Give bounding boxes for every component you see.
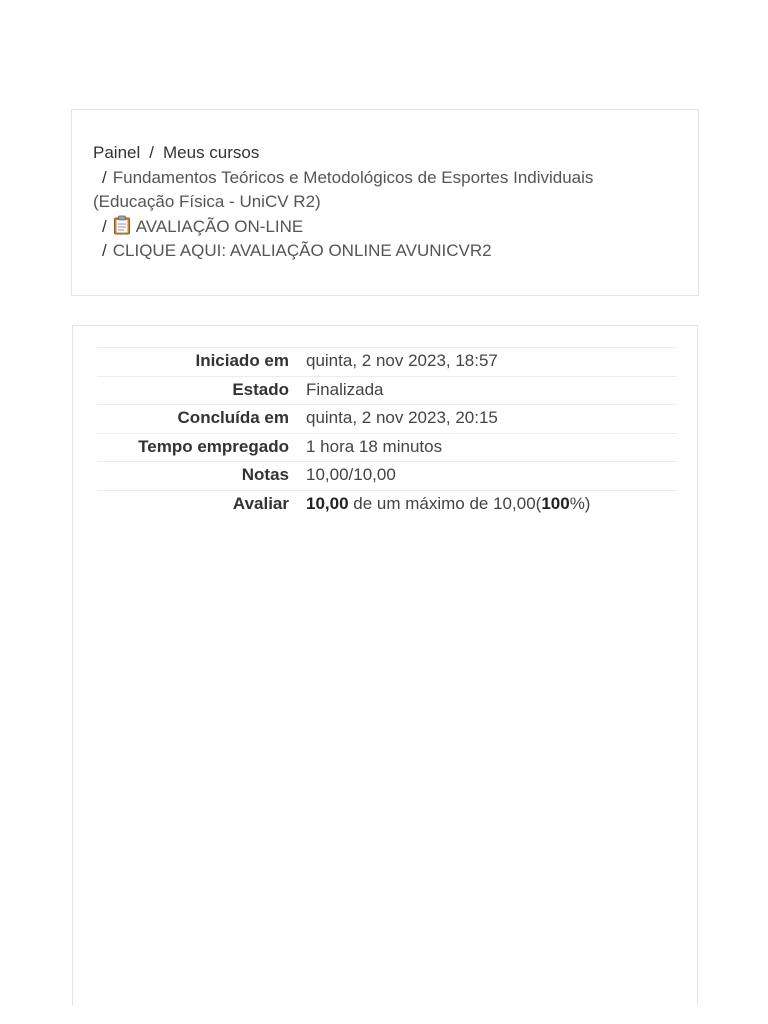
breadcrumb-activity-link[interactable]: CLIQUE AQUI: AVALIAÇÃO ONLINE AVUNICVR2 xyxy=(112,241,492,260)
started-value: quinta, 2 nov 2023, 18:57 xyxy=(306,351,498,370)
clipboard-icon xyxy=(113,215,131,235)
state-value: Finalizada xyxy=(306,379,384,399)
attempt-summary-table xyxy=(97,347,677,518)
breadcrumb-separator: / xyxy=(102,216,107,236)
grade-percent: 100 xyxy=(541,493,570,513)
breadcrumb-painel-link[interactable]: Painel xyxy=(93,143,141,162)
started-label: Iniciado em xyxy=(195,351,289,370)
breadcrumb-meus-cursos-link[interactable]: Meus cursos xyxy=(163,143,260,162)
state-label: Estado xyxy=(232,379,289,399)
breadcrumb-panel xyxy=(71,109,699,296)
marks-value: 10,00/10,00 xyxy=(306,465,396,484)
breadcrumb xyxy=(93,141,653,264)
breadcrumb-line-1 xyxy=(93,141,653,166)
breadcrumb-course-link[interactable]: Fundamentos Teóricos e Metodológicos de Esportes Individuais (Educação Física - UniCV R2) xyxy=(93,167,594,211)
marks-label: Notas xyxy=(241,465,289,484)
grade-percent-suffix: %) xyxy=(569,493,591,513)
completed-value: quinta, 2 nov 2023, 20:15 xyxy=(306,408,498,427)
table-row xyxy=(97,433,677,462)
table-row xyxy=(97,462,677,491)
grade-max-text: de um máximo de 10,00( xyxy=(348,493,542,513)
time-taken-value: 1 hora 18 minutos xyxy=(306,436,443,456)
grade-label: Avaliar xyxy=(232,493,289,513)
breadcrumb-separator: / xyxy=(102,167,107,187)
breadcrumb-line-4 xyxy=(93,239,653,264)
breadcrumb-section-link[interactable]: AVALIAÇÃO ON-LINE xyxy=(135,216,304,236)
table-row xyxy=(97,376,677,405)
breadcrumb-line-2 xyxy=(93,166,653,215)
table-row xyxy=(97,490,677,518)
attempt-summary-panel xyxy=(72,325,698,1005)
breadcrumb-separator: / xyxy=(149,143,154,162)
grade-value xyxy=(297,490,677,518)
completed-label: Concluída em xyxy=(177,408,289,427)
breadcrumb-separator: / xyxy=(102,241,107,260)
table-row xyxy=(97,348,677,377)
table-row xyxy=(97,405,677,434)
grade-score: 10,00 xyxy=(306,493,349,513)
breadcrumb-line-3 xyxy=(93,215,653,240)
time-taken-label: Tempo empregado xyxy=(138,436,289,456)
